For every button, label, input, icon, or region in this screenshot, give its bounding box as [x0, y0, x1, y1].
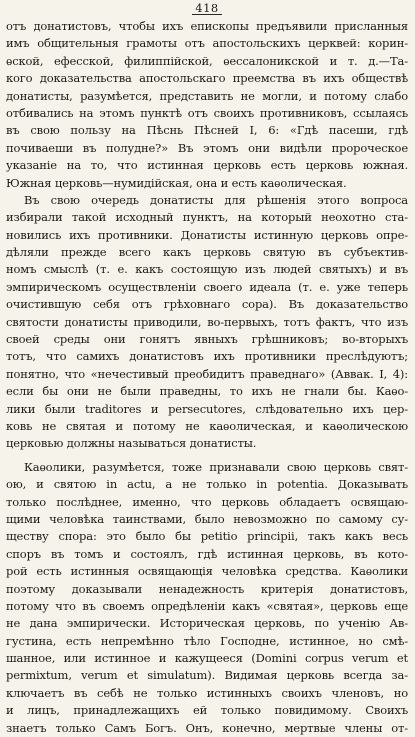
- paragraph-2: [6, 192, 408, 453]
- text-line: только послѣднее, именно, что церковь обладаетъ освящаю-: [6, 494, 408, 509]
- text-line: новились ихъ противники. Донатисты истинную церковь опре-: [6, 227, 408, 242]
- page-number-label: 418: [192, 2, 221, 15]
- page-number: [6, 0, 408, 18]
- text-line: понятно, что «нечестивый преобидитъ праведнаго» (Аввак. I, 4):: [6, 366, 408, 381]
- text-line: въ свою пользу на Пѣснь Пѣсней I, 6: «Гдѣ пасеши, гдѣ: [6, 123, 408, 138]
- text-line: ѳской, ефесской, филиппійской, ѳессалоникской и т. д.—Та-: [6, 53, 408, 68]
- text-line: тотъ, что самихъ донатистовъ ихъ противники преслѣдуютъ;: [6, 349, 408, 364]
- text-line: густина, есть непремѣнно тѣло Господне, истинное, но смѣ-: [6, 633, 408, 648]
- text-line: отбивались на этомъ пунктѣ отъ своихъ противниковъ, ссылаясь: [6, 105, 408, 120]
- text-line: указаніе на то, что истинная церковь есть церковь южная.: [6, 158, 408, 173]
- text-line: поэтому доказывали ненадежность критерія донатистовъ,: [6, 581, 408, 596]
- text-line: permixtum, verum et simulatum). Видимая церковь всегда за-: [6, 668, 408, 683]
- text-line: ключаетъ въ себѣ не только истинныхъ своихъ членовъ, но: [6, 685, 408, 700]
- text-line: щими человѣка таинствами, было невозможно по самому су-: [6, 511, 408, 526]
- text-line: избирали такой исходный пунктъ, на который неохотно ста-: [6, 210, 408, 225]
- text-line: ществу спора: это было бы petitio principii, такъ какъ весь: [6, 529, 408, 544]
- text-line: если бы они не были праведны, то ихъ не гнали бы. Каѳо-: [6, 384, 408, 399]
- text-line: рой есть истинныя освящающія человѣка средства. Каѳолики: [6, 564, 408, 579]
- text-line: не дана эмпирически. Историческая церковь, по ученію Ав-: [6, 616, 408, 631]
- text-line: споръ въ томъ и состоялъ, гдѣ истинная церковь, въ кото-: [6, 546, 408, 561]
- text-line: Каѳолики, разумѣется, тоже признавали свою церковь свят-: [24, 459, 408, 474]
- text-line: кого доказательства апостольскаго преемства въ ихъ обществѣ: [6, 71, 408, 86]
- text-line: церковью должны называться донатисты.: [6, 436, 257, 451]
- text-line: почиваеши въ полудне?» Въ этомъ они видѣли пророческое: [6, 140, 408, 155]
- text-line: потому что въ своемъ опредѣленіи какъ «святая», церковь еще: [6, 598, 408, 613]
- text-line: и лицъ, принадлежащихъ ей только повидимому. Своихъ: [6, 703, 408, 718]
- text-line: ою, и святою in actu, а не только in potentia. Доказывать: [6, 477, 408, 492]
- text-line: шанное, или истинное и кажущееся (Domini corpus verum et: [6, 651, 408, 666]
- text-line: дѣляли прежде всего какъ церковь святую въ субъектив-: [6, 245, 408, 260]
- text-line: очистившую себя отъ грѣховнаго сора). Въ доказательство: [6, 297, 408, 312]
- text-line: лики были traditores и persecutores, слѣдовательно ихъ цер-: [6, 401, 408, 416]
- text-line: отъ донатистовъ, чтобы ихъ епископы предъявили присланныя: [6, 19, 408, 33]
- text-line: ковь не святая и потому не каѳолическая, и каѳолическою: [6, 418, 408, 433]
- text-line: Южная церковь—нумидійская, она и есть каѳолическая.: [6, 175, 347, 190]
- text-line: святости донатисты приводили, во-первыхъ, тотъ фактъ, что изъ: [6, 314, 408, 329]
- text-line: имъ общительныя грамоты отъ апостольскихъ церквей: корин-: [6, 36, 408, 51]
- text-line: своей среды они гонятъ явныхъ грѣшниковъ; во-вторыхъ: [6, 332, 408, 347]
- text-line: донатисты, разумѣется, представить не могли, и потому слабо: [6, 88, 408, 103]
- text-line: номъ смыслѣ (т. е. какъ состоящую изъ людей святыхъ) и въ: [6, 262, 408, 277]
- text-line: знаетъ только Самъ Богъ. Онъ, конечно, мертвые члены от-: [6, 720, 408, 735]
- paragraph-3: [6, 459, 408, 737]
- text-line: Въ свою очередь донатисты для рѣшенія этого вопроса: [24, 192, 408, 207]
- text-line: эмпирическомъ осуществленіи своего идеала (т. е. уже теперь: [6, 279, 408, 294]
- paragraph-1: [6, 18, 408, 192]
